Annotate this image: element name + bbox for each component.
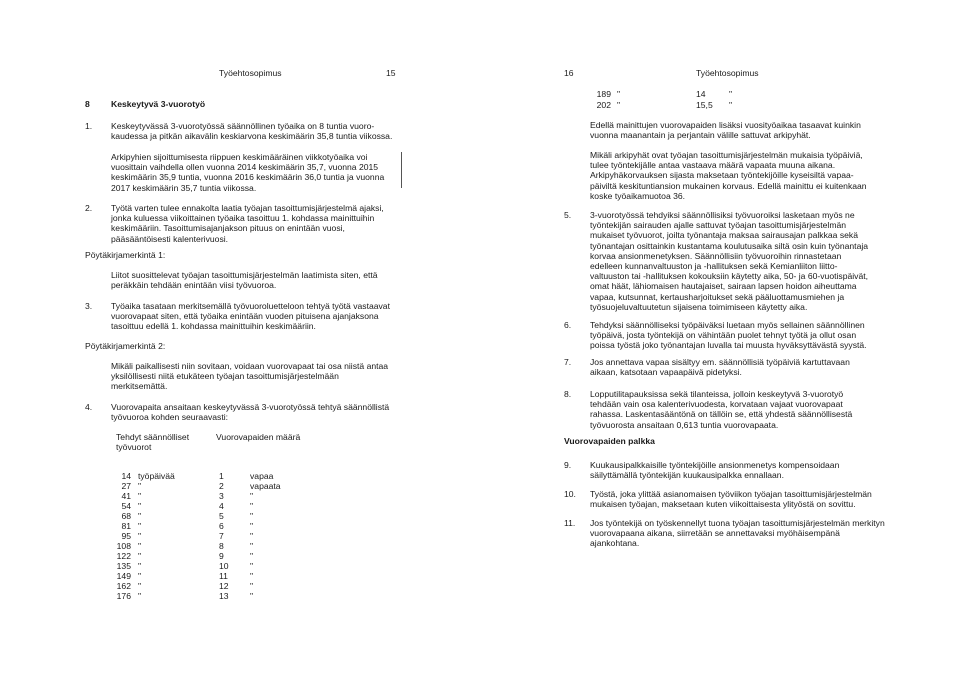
text-line: yksilöllisesti niitä etukäteen työajan tasoittumisjärjestelmään <box>111 371 339 382</box>
shift-count: 54 <box>121 501 131 511</box>
text-line: vuonna maanantain ja perjantain välille sattuvat arkipyhät. <box>590 130 811 141</box>
text-line: aikaan, katsotaan vapaapäivä pidetyksi. <box>590 367 742 378</box>
days-off-unit: " <box>250 561 254 571</box>
shift-count: 189 <box>596 89 611 99</box>
text-line: Jos annettava vapaa sisältyy em. säännöllisiä työpäiviä kartuttavaan <box>590 357 850 367</box>
left-page-number: 15 <box>386 68 396 78</box>
section-number: 8 <box>85 99 90 109</box>
shift-unit: " <box>138 521 142 531</box>
text-line: työvuorot <box>116 442 152 453</box>
text-line: keskimääriin. Tasoittumisajanjakson pituus on enintään vuosi, <box>111 223 345 234</box>
text-line: työsuojeluvaltuutetun sijaisena toimimiseen käytetty aika. <box>590 301 808 312</box>
text-line: työnantajan osittainkin kustantama koulutusaika siltä osin kuin työnantaja <box>590 240 869 251</box>
days-off-unit: " <box>250 581 254 591</box>
item-6-number: 6. <box>564 320 572 330</box>
shift-unit: " <box>138 501 142 511</box>
shift-unit: " <box>617 100 621 110</box>
days-off-unit: " <box>250 511 254 521</box>
text-line: peräkkäin tehdään enintään viisi työvuoroa. <box>111 280 277 291</box>
text-line: omat häät, lähiomaisen hautajaiset, sairaan lapsen hoidon aiheuttama <box>590 281 857 292</box>
shift-unit: " <box>617 89 621 99</box>
change-marker-bar <box>401 152 402 188</box>
subheading-shift-pay: Vuorovapaiden palkka <box>564 436 655 446</box>
shift-unit: " <box>138 571 142 581</box>
item-8-number: 8. <box>564 389 572 399</box>
item-9-number: 9. <box>564 460 572 470</box>
text-line: Lopputilitapauksissa sekä tilanteissa, jolloin keskeytyvä 3-vuorotyö <box>590 389 844 399</box>
text-line: Edellä mainittujen vuorovapaiden lisäksi vuosityöaikaa tasaavat kuinkin <box>590 120 861 130</box>
days-off-unit: " <box>250 541 254 551</box>
days-off-count: 3 <box>219 491 224 501</box>
shift-unit: " <box>138 491 142 501</box>
shift-count: 27 <box>121 481 131 491</box>
right-para-2 <box>590 150 867 201</box>
text-line: Työtä varten tulee ennakolta laatia työajan tasoittumisjärjestelmä ajaksi, <box>111 203 384 213</box>
item-3-text <box>111 301 390 332</box>
text-line: työvuoroa kohden seuraavasti: <box>111 412 229 423</box>
item-7-text <box>590 357 850 377</box>
text-line: Mikäli paikallisesti niin sovitaan, voidaan vuorovapaat tai osa niistä antaa <box>111 361 389 371</box>
days-off-unit: vapaa <box>250 471 274 481</box>
text-line: päiviltä keskituntiansion mukainen korvaus. Edellä mainittu ei kuitenkaan <box>590 180 867 191</box>
text-line: työvuorosta ansaitaan 0,613 tuntia vuorovapaata. <box>590 419 779 430</box>
section-title: Keskeytyvä 3-vuorotyö <box>111 99 206 109</box>
shift-count: 108 <box>116 541 131 551</box>
shift-unit: " <box>138 481 142 491</box>
item-5-text <box>590 210 868 312</box>
text-line: vuorovapaana aikana, siirretään se annettavaksi myöhäisempänä <box>590 528 840 539</box>
table-header-shifts <box>116 432 189 452</box>
days-off-count: 12 <box>219 581 229 591</box>
shift-count: 135 <box>116 561 131 571</box>
item-10-text <box>590 489 872 509</box>
text-line: vuosittain vaihdella ollen vuonna 2014 keskimäärin 35,7, vuonna 2015 <box>111 162 379 173</box>
right-page-header-title: Työehtosopimus <box>696 68 759 78</box>
right-page-number: 16 <box>564 68 574 78</box>
days-off-count: 8 <box>219 541 224 551</box>
item-10-number: 10. <box>564 489 576 499</box>
shift-unit: " <box>138 531 142 541</box>
note-1-text <box>111 270 378 290</box>
item-6-text <box>590 320 867 351</box>
text-line: mukaiset työvuorot, joilta työnantaja maksaa sairausajan palkkaa sekä <box>590 230 858 241</box>
days-off-count: 6 <box>219 521 224 531</box>
days-off-count: 14 <box>696 89 706 99</box>
text-line: Jos työntekijä on työskennellyt tuona työajan tasoittumisjärjestelmän merkityn <box>590 518 885 528</box>
text-line: rahassa. Laskentasääntönä on tällöin se, että yhdestä säännöllisestä <box>590 409 853 420</box>
shift-count: 14 <box>121 471 131 481</box>
days-off-unit: " <box>250 531 254 541</box>
text-line: korvaa ansionmenetyksen. Säännöllisiin työvuoroihin rinnastetaan <box>590 250 842 261</box>
item-11-text <box>590 518 885 549</box>
item-7-number: 7. <box>564 357 572 367</box>
days-off-count: 7 <box>219 531 224 541</box>
days-off-count: 9 <box>219 551 224 561</box>
shift-unit: työpäivää <box>138 471 175 481</box>
text-line: Työstä, joka ylittää asianomaisen työviikon työajan tasoittumisjärjestelmän <box>590 489 872 499</box>
shift-unit: " <box>138 581 142 591</box>
item-4-text <box>111 402 389 422</box>
days-off-count: 2 <box>219 481 224 491</box>
item-3-number: 3. <box>85 301 93 311</box>
item-2-number: 2. <box>85 203 93 213</box>
text-line: valtuuston tai -hallituksen kokouksiin käytetty aika, 50- ja 60-vuotispäivät, <box>590 271 869 282</box>
text-line: Mikäli arkipyhät ovat työajan tasoittumisjärjestelmän mukaisia työpäiviä, <box>590 150 863 160</box>
days-off-count: 11 <box>219 571 228 581</box>
text-line: Vuorovapaita ansaitaan keskeytyvässä 3-vuorotyössä tehtyä säännöllistä <box>111 402 390 412</box>
shift-unit: " <box>138 561 142 571</box>
shift-count: 41 <box>121 491 131 501</box>
text-line: Työaika tasataan merkitsemällä työvuoroluetteloon tehtyä työtä vastaavat <box>111 301 390 311</box>
days-off-unit: " <box>250 571 254 581</box>
shift-unit: " <box>138 511 142 521</box>
text-line: jonka kuluessa viikoittainen työaika tasoittuu 1. kohdassa mainittuihin <box>111 213 375 224</box>
marked-paragraph <box>111 152 384 193</box>
text-line: Keskeytyvässä 3-vuorotyössä säännöllinen työaika on 8 tuntia vuoro- <box>111 121 375 131</box>
text-line: tasoittuu edellä 1. kohdassa mainittuihin keskimääriin. <box>111 321 316 332</box>
days-off-count: 5 <box>219 511 224 521</box>
item-1-text <box>111 121 392 141</box>
text-line: säilyttämällä työntekijän kuukausipalkka ennallaan. <box>590 470 784 481</box>
item-5-number: 5. <box>564 210 572 220</box>
note-1-label: Pöytäkirjamerkintä 1: <box>85 250 166 260</box>
days-off-count: 4 <box>219 501 224 511</box>
text-line: koske työaikamuotoa 36. <box>590 190 686 201</box>
text-line: työntekijän sairauden ajalle sattuvat työajan tasoittumisjärjestelmän <box>590 220 847 231</box>
days-off-unit: " <box>250 491 254 501</box>
days-off-unit: " <box>729 89 733 99</box>
shift-count: 122 <box>116 551 131 561</box>
text-line: ajankohtana. <box>590 538 640 549</box>
text-line: Tehdyksi säännölliseksi työpäiväksi luetaan myös sellainen säännöllinen <box>590 320 865 330</box>
table-header-days-off: Vuorovapaiden määrä <box>216 432 301 442</box>
text-line: Arkipyhien sijoittumisesta riippuen keskimääräinen viikkotyöaika voi <box>111 152 368 162</box>
shift-unit: " <box>138 541 142 551</box>
days-off-count: 10 <box>219 561 229 571</box>
text-line: Liitot suosittelevat työajan tasoittumisjärjestelmän laatimista siten, että <box>111 270 378 280</box>
text-line: keskimäärin 35,9 tuntia, vuonna 2016 keskimäärin 36,0 tuntia ja vuonna <box>111 172 385 183</box>
days-off-unit: " <box>250 501 254 511</box>
shift-count: 176 <box>116 591 131 601</box>
days-off-unit: " <box>250 591 254 601</box>
shift-count: 81 <box>121 521 131 531</box>
days-off-count: 13 <box>219 591 229 601</box>
shift-count: 149 <box>116 571 131 581</box>
text-line: vuorovapaat siten, että työaika enintään vuoden pituisena ajanjaksona <box>111 311 379 322</box>
note-2-label: Pöytäkirjamerkintä 2: <box>85 341 166 351</box>
text-line: mukaisen työajan, maksetaan kuten viikoittaisesta ylityöstä on sovittu. <box>590 499 856 510</box>
item-2-text <box>111 203 384 244</box>
text-line: työpäivä, josta työntekijä on vähintään puolet tehnyt työtä ja ollut osan <box>590 330 857 341</box>
text-line: Arkipyhäkorvauksen sijasta maksetaan työntekijöille kyseisiltä vapaa- <box>590 170 854 181</box>
text-line: pääsääntöisesti kalenterivuosi. <box>111 233 229 244</box>
text-line: merkitsemättä. <box>111 381 168 392</box>
days-off-count: 15,5 <box>696 100 713 110</box>
text-line: tulee työntekijälle antaa vastaava määrä vapaata muuna aikana. <box>590 160 836 171</box>
days-off-unit: " <box>729 100 733 110</box>
text-line: Kuukausipalkkaisille työntekijöille ansionmenetys kompensoidaan <box>590 460 840 470</box>
days-off-unit: " <box>250 521 254 531</box>
text-line: 3-vuorotyössä tehdyiksi säännöllisiksi työvuoroiksi lasketaan myös ne <box>590 210 855 220</box>
item-8-text <box>590 389 852 430</box>
shift-unit: " <box>138 591 142 601</box>
days-off-count: 1 <box>219 471 224 481</box>
shift-count: 202 <box>596 100 611 110</box>
item-9-text <box>590 460 839 480</box>
left-page-header-title: Työehtosopimus <box>219 68 282 78</box>
shift-count: 68 <box>121 511 131 521</box>
text-line: edelleen kunnanvaltuuston ja -hallituksen sekä Kemianliiton liitto- <box>590 261 838 272</box>
text-line: vapaa, kutsunnat, kertausharjoitukset sekä pääluottamusmiehen ja <box>590 291 845 302</box>
right-para-1 <box>590 120 861 140</box>
text-line: tehdään vain osa kalenterivuodesta, korvataan vajaat vuorovapaat <box>590 399 843 410</box>
shift-count: 95 <box>121 531 131 541</box>
text-line: kaudessa ja pitkän aikavälin keskiarvona keskimäärin 35,8 tuntia viikossa. <box>111 131 393 142</box>
text-line: 2017 keskimäärin 35,7 tuntia viikossa. <box>111 182 257 193</box>
days-off-unit: " <box>250 551 254 561</box>
item-1-number: 1. <box>85 121 93 131</box>
shift-count: 162 <box>116 581 131 591</box>
item-11-number: 11. <box>564 518 576 528</box>
text-line: poissa työstä joko työnantajan luvalla tai muusta hyväksyttävästä syystä. <box>590 340 867 351</box>
item-4-number: 4. <box>85 402 93 412</box>
note-2-text <box>111 361 388 392</box>
text-line: Tehdyt säännölliset <box>116 432 190 442</box>
days-off-unit: vapaata <box>250 481 281 491</box>
shift-unit: " <box>138 551 142 561</box>
